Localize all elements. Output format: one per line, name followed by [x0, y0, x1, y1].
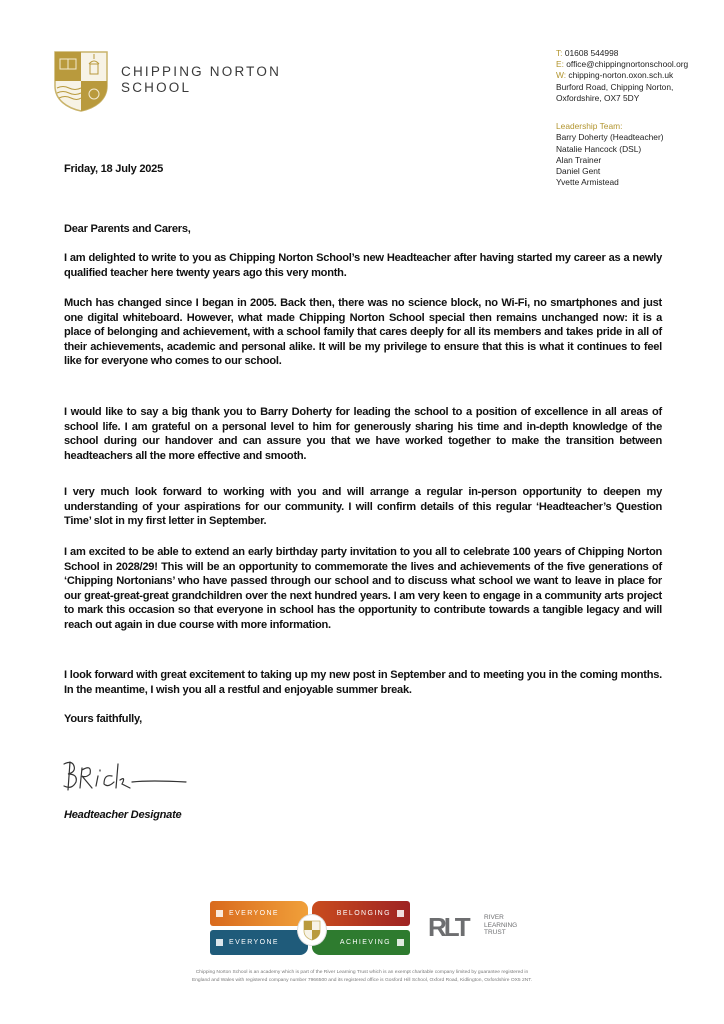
- signature: [60, 758, 190, 798]
- square-icon: [397, 910, 404, 917]
- paragraph-thanks: I would like to say a big thank you to Barry Doherty for leading the school to a position of excellence in all areas of school life. I am grateful on a personal level to him for generously sharing his time and in-depth knowledge of the school during our handover and can assure you that we have worked together to make the transition between headteachers all the more effective and smooth.: [64, 406, 662, 462]
- value-everyone-1: [210, 901, 308, 926]
- legal-line-1: Chipping Norton School is an academy which is part of the River Learning Trust which is an exempt charitable company limited by guarantee registered in: [195, 970, 529, 975]
- email-label: E:: [556, 59, 564, 70]
- phone-line: [556, 48, 688, 59]
- web-line: [556, 70, 688, 81]
- value-label: BELONGING: [336, 910, 391, 917]
- phone-number: 01608 544998: [564, 48, 619, 58]
- salutation: Dear Parents and Carers,: [64, 223, 191, 235]
- leadership-member: Barry Doherty (Headteacher): [556, 132, 664, 143]
- leadership-team: [556, 121, 664, 189]
- address-line-2: Oxfordshire, OX7 5DY: [556, 92, 640, 103]
- square-icon: [216, 910, 223, 917]
- school-name-line1: CHIPPING NORTON: [121, 64, 282, 79]
- rlt-mark: RLT: [428, 912, 468, 942]
- rlt-name-line: LEARNING: [484, 921, 518, 929]
- school-name-line2: SCHOOL: [121, 80, 192, 95]
- contact-details: [556, 48, 688, 104]
- paragraph-intro: I am delighted to write to you as Chipping Norton School’s new Headteacher after having started my career as a newly qualified teacher here twenty years ago this very month.: [64, 252, 662, 279]
- leadership-member: Natalie Hancock (DSL): [556, 143, 642, 154]
- leadership-member: Yvette Armistead: [556, 177, 619, 188]
- email-line: [556, 59, 688, 70]
- school-logo: [53, 50, 293, 112]
- email-link[interactable]: office@chippingnortonschool.org: [566, 59, 689, 70]
- web-link[interactable]: chipping-norton.oxon.sch.uk: [568, 70, 674, 81]
- signatory-role: Headteacher Designate: [64, 809, 182, 821]
- school-name: [121, 64, 281, 96]
- value-label: ACHIEVING: [339, 939, 391, 946]
- school-crest-icon: [53, 50, 109, 112]
- rlt-name-line: TRUST: [484, 929, 506, 937]
- phone-label: T:: [556, 48, 563, 58]
- paragraph-engagement: I very much look forward to working with you and will arrange a regular in-person opportunity to deepen my understanding of your aspirations for our community. I will confirm details of this regular ‘Headteacher’s Question Time’ slot in my first letter in September.: [64, 486, 662, 528]
- letter-date: Friday, 18 July 2025: [64, 163, 164, 175]
- mini-crest-icon: [298, 915, 326, 945]
- sign-off: Yours faithfully,: [64, 713, 142, 725]
- rlt-name: [484, 914, 517, 937]
- school-values-banner: [210, 901, 410, 955]
- paragraph-closing: I look forward with great excitement to taking up my new post in September and to meeting you in the coming months. In the meantime, I wish you all a restful and enjoyable summer break.: [64, 669, 662, 696]
- river-learning-trust-logo: [428, 908, 528, 944]
- value-label: EVERYONE: [229, 910, 279, 917]
- square-icon: [397, 939, 404, 946]
- web-label: W:: [556, 70, 567, 81]
- square-icon: [216, 939, 223, 946]
- value-achieving: [312, 930, 410, 955]
- paragraph-history: Much has changed since I began in 2005. Back then, there was no science block, no Wi-Fi, no smartphones and just one digital whiteboard. However, what made Chipping Norton School special then remains unchanged now: it is a place of belonging and achievement, with a school family that cares deeply for all its members and takes pride in all of their achievements, academic and personal alike. It will be my privilege to ensure that this is what it continues to feel like for everyone who comes to our school.: [64, 297, 662, 368]
- value-everyone-2: [210, 930, 308, 955]
- legal-notice: [100, 969, 624, 985]
- legal-line-2: England and Wales with registered company number 7966500 and its registered office is Gosford Hill School, Oxford Road, Kidlington, Oxfordshire OX5 2NT.: [191, 978, 533, 983]
- value-belonging: [312, 901, 410, 926]
- value-label: EVERYONE: [229, 939, 279, 946]
- paragraph-centenary: I am excited to be able to extend an early birthday party invitation to you all to celebrate 100 years of Chipping Norton School in 2028/29! This will be an opportunity to commemorate the lives and achievements of the five generations of ‘Chipping Nortonians’ who have passed through our school and to discuss what school we want to leave in place for our great-great-great grandchildren over the next hundred years. I am very keen to engage in a community arts project to mark this occasion so that everyone in school has the opportunity to contribute towards a tangible legacy and will reach out again in due course with more information.: [64, 546, 662, 631]
- address-line-1: Burford Road, Chipping Norton,: [556, 81, 674, 92]
- leadership-member: Alan Trainer: [556, 154, 602, 165]
- rlt-name-line: RIVER: [484, 914, 504, 921]
- leadership-heading: Leadership Team:: [556, 121, 623, 131]
- leadership-member: Daniel Gent: [556, 166, 601, 177]
